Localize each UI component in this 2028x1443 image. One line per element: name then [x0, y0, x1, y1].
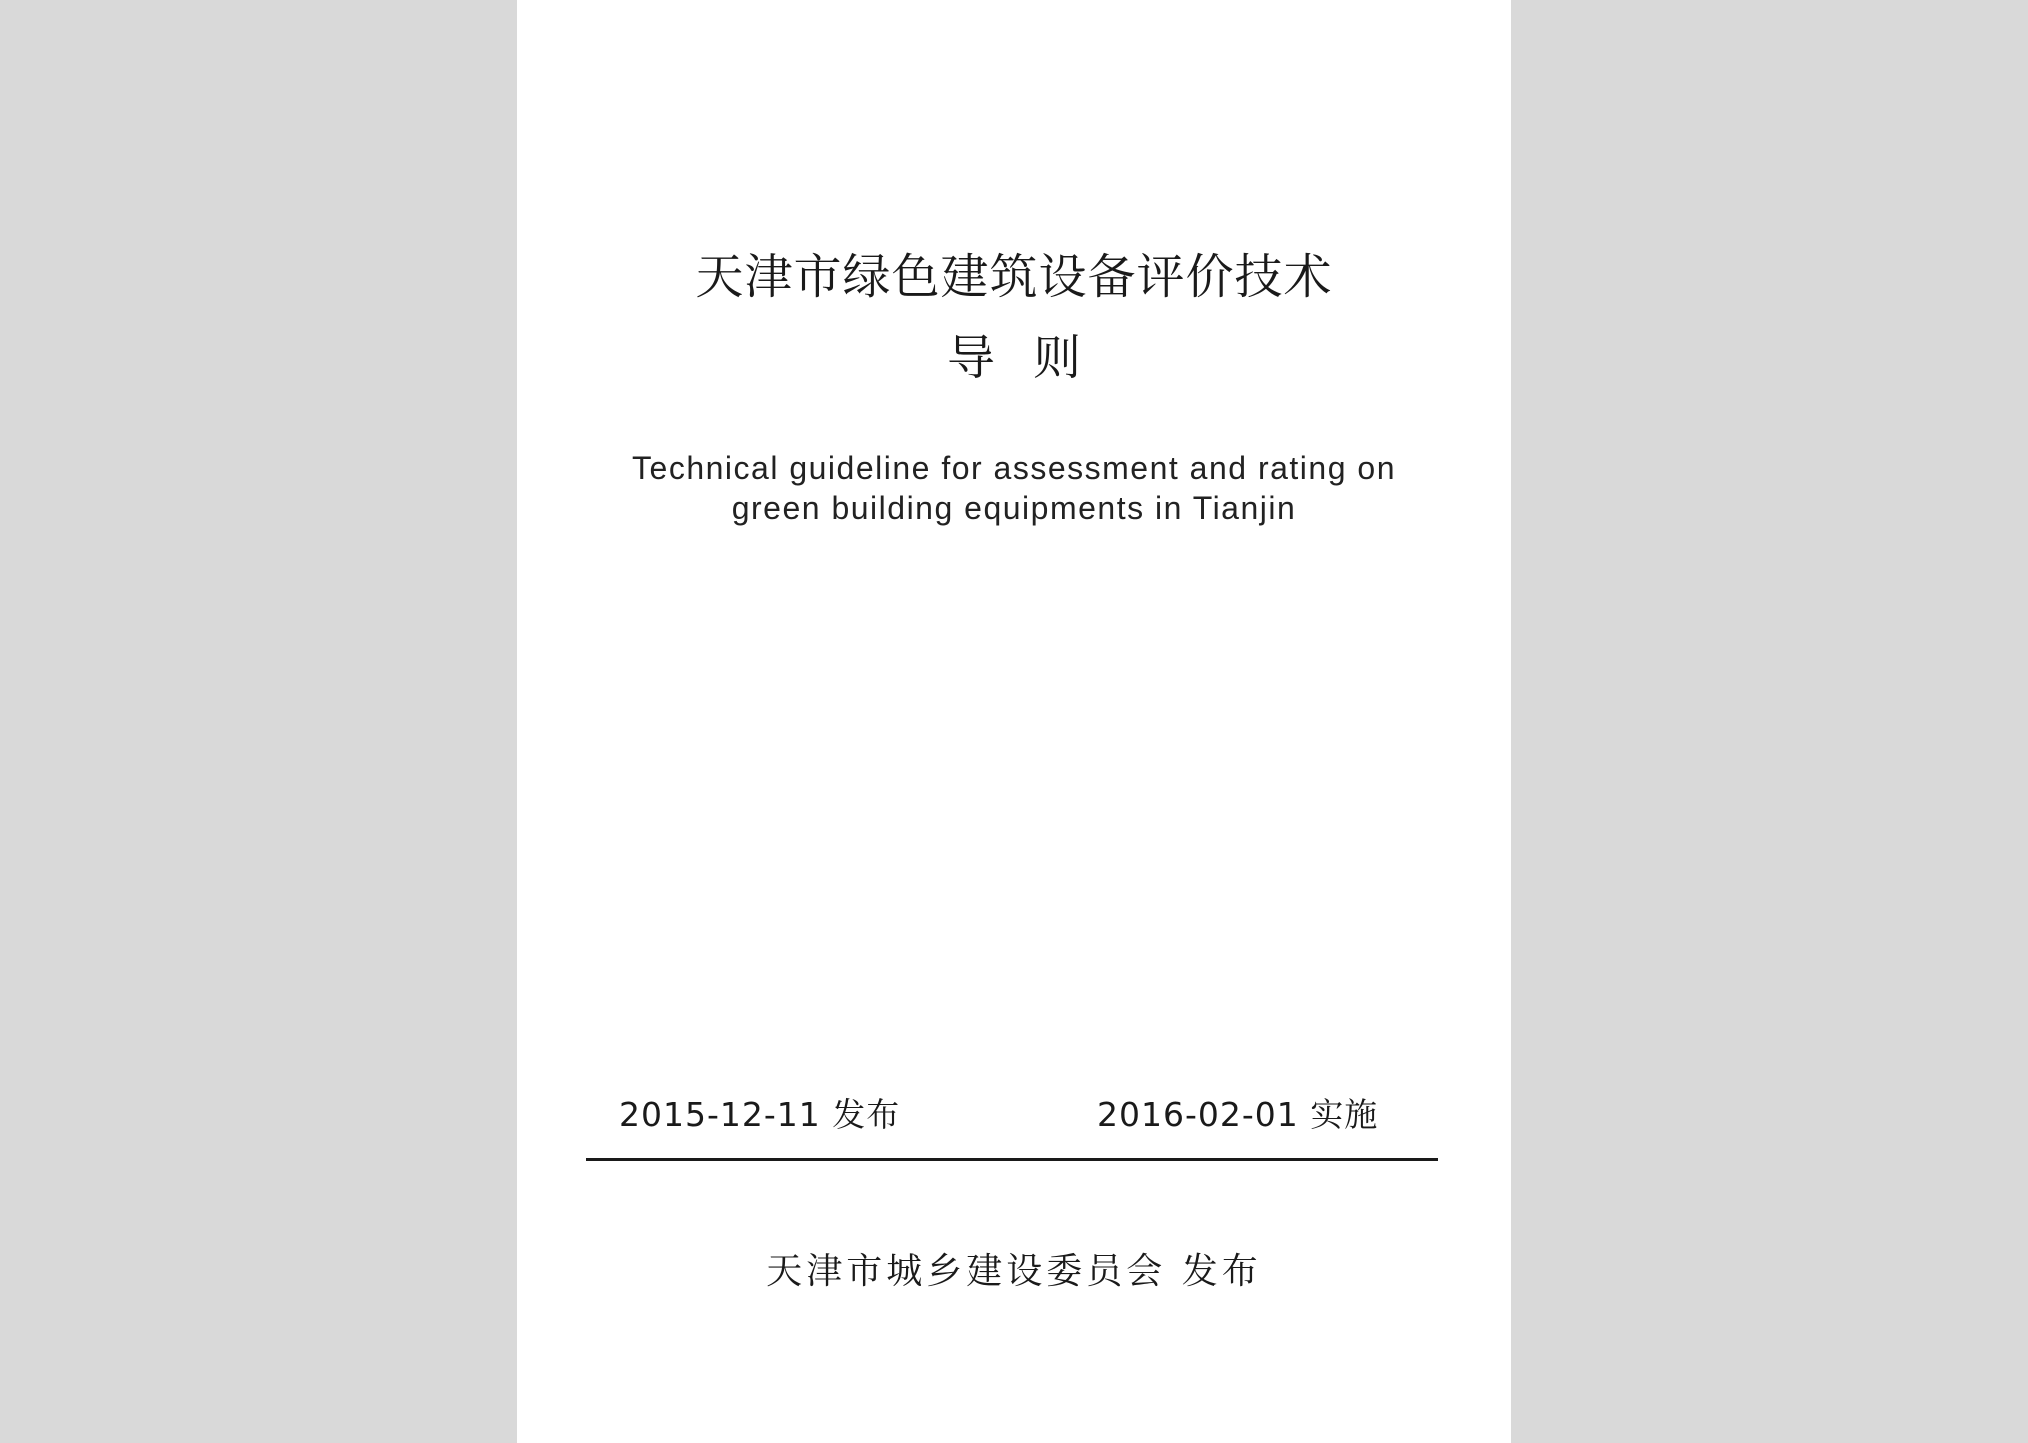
publisher: 天津市城乡建设委员会 发布: [766, 1251, 1262, 1292]
title-english-line-2: green building equipments in Tianjin: [731, 490, 1297, 526]
title-chinese-line-1: 天津市绿色建筑设备评价技术: [695, 249, 1333, 305]
issue-date: 2015-12-11 发布: [619, 1095, 901, 1134]
divider-line: [586, 1158, 1438, 1161]
effective-date: 2016-02-01 实施: [1097, 1095, 1379, 1134]
title-english: [517, 448, 1511, 528]
title-english-line-1: Technical guideline for assessment and rating on: [632, 450, 1396, 486]
title-chinese-line-2: 导则: [946, 330, 1119, 386]
document-page: [517, 0, 1511, 1443]
